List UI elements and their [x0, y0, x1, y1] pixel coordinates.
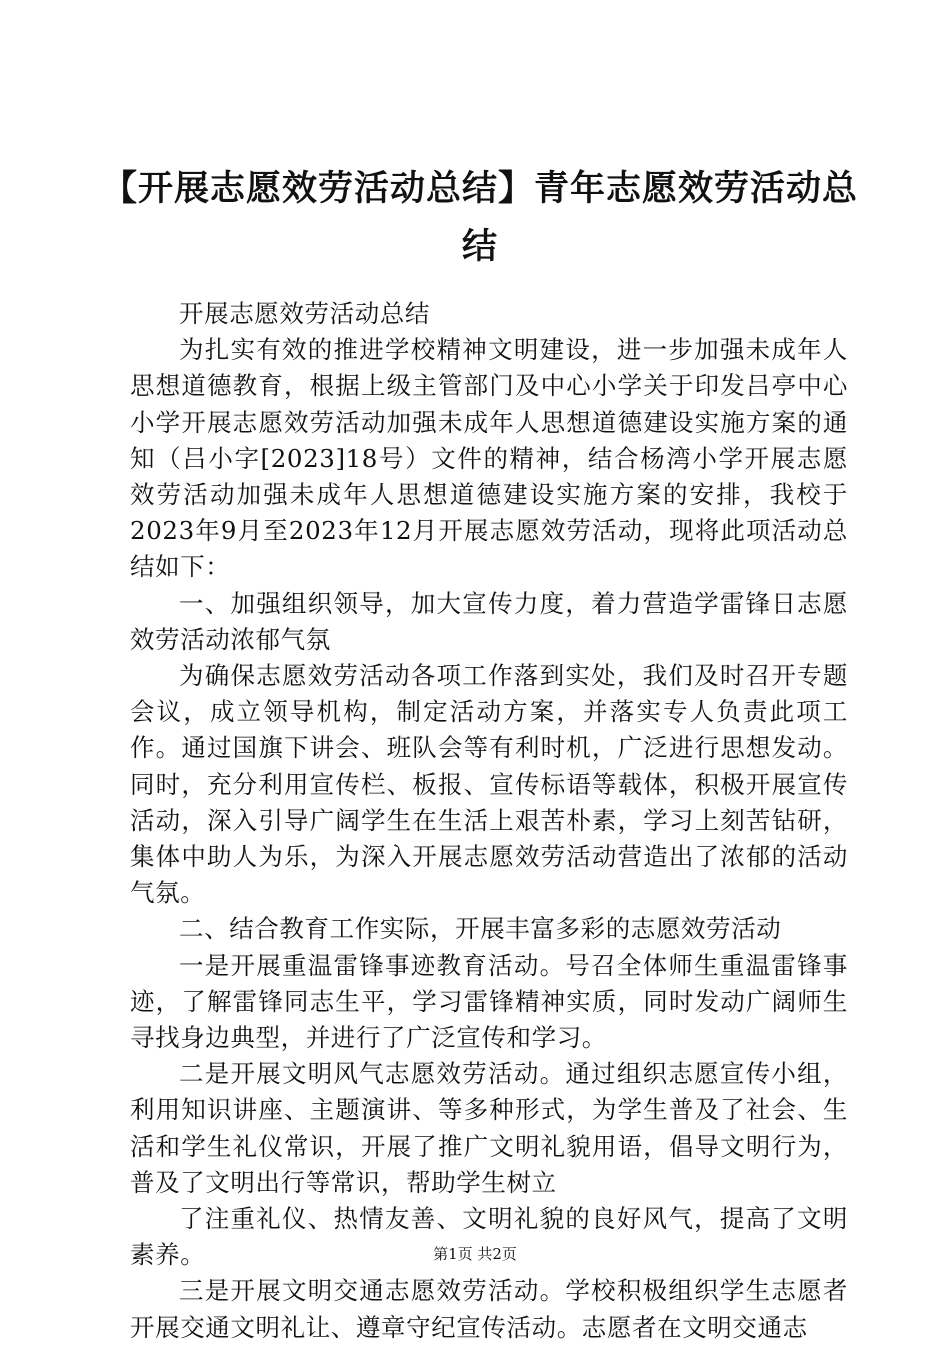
paragraph-subtitle: 开展志愿效劳活动总结	[179, 299, 430, 328]
paragraph-item-2-continued: 了注重礼仪、热情友善、文明礼貌的良好风气，提高了文明素养。	[130, 1204, 848, 1270]
paragraph-item-3: 三是开展文明交通志愿效劳活动。学校积极组织学生志愿者开展交通文明礼让、遵章守纪宣传活动。志愿者在文明交通志	[130, 1276, 848, 1342]
paragraph-item-2: 二是开展文明风气志愿效劳活动。通过组织志愿宣传小组，利用知识讲座、主题演讲、等多种形式，为学生普及了社会、生活和学生礼仪常识，开展了推广文明礼貌用语，倡导文明行为，普及了文明出行等常识，帮助学生树立	[130, 1059, 848, 1197]
document-title: 【开展志愿效劳活动总结】青年志愿效劳活动总结	[101, 169, 858, 267]
paragraph-heading-2: 二、结合教育工作实际，开展丰富多彩的志愿效劳活动	[179, 914, 782, 944]
paragraph-heading-1: 一、加强组织领导，加大宣传力度，着力营造学雷锋日志愿效劳活动浓郁气氛	[130, 588, 848, 654]
paragraph-item-1: 一是开展重温雷锋事迹教育活动。号召全体师生重温雷锋事迹，了解雷锋同志生平，学习雷锋精神实质，同时发动广阔师生寻找身边典型，并进行了广泛宣传和学习。	[130, 950, 848, 1053]
paragraph-section-1: 为确保志愿效劳活动各项工作落到实处，我们及时召开专题会议，成立领导机构，制定活动方案，并落实专人负责此项工作。通过国旗下讲会、班队会等有利时机，广泛进行思想发动。同时，充分利用宣传栏、板报、宣传标语等载体，积极开展宣传活动，深入引导广阔学生在生活上艰苦朴素，学习上刻苦钻研，集体中助人为乐，为深入开展志愿效劳活动营造出了浓郁的活动气氛。	[130, 661, 848, 908]
page-footer: 第1页 共2页	[433, 1245, 517, 1263]
paragraph-intro: 为扎实有效的推进学校精神文明建设，进一步加强未成年人思想道德教育，根据上级主管部门及中心小学关于印发吕亭中心小学开展志愿效劳活动加强未成年人思想道德建设实施方案的通知（吕小字[2023]18号）文件的精神，结合杨湾小学开展志愿效劳活动加强未成年人思想道德建设实施方案的安排，我校于2023年9月至2023年12月开展志愿效劳活动，现将此项活动总结如下：	[130, 335, 848, 582]
document-body	[130, 296, 848, 1346]
